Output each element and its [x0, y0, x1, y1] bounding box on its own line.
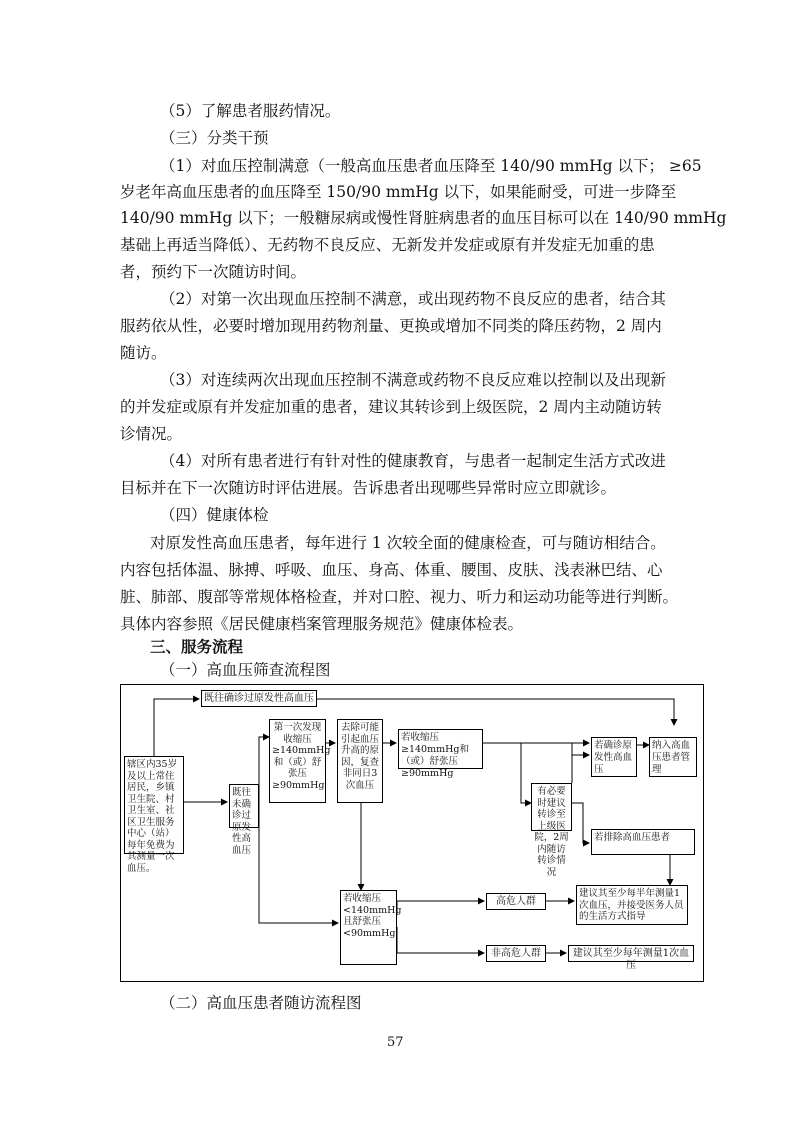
high-risk-advice-box: 建议其至少每半年测量1次血压，并接受医务人员的生活方式指导 [576, 885, 688, 925]
if-normal-box: 若收缩压<140mmHg且舒张压<90mmHg [340, 890, 397, 965]
excluded-box: 若排除高血压患者 [591, 829, 695, 855]
text-line: 基础上再适当降低）、无药物不良反应、无新发并发症或原有并发症无加重的患 [120, 236, 655, 254]
subsection-title: （二）高血压患者随访流程图 [160, 994, 362, 1012]
text-line: 的并发症或原有并发症加重的患者，建议其转诊到上级医院，2 周内主动随访转 [120, 398, 662, 416]
diagnosed-box: 既往确诊过原发性高血压 [201, 690, 317, 707]
first-high-box: 第一次发现收缩压≥140mmHg和（或）舒张压≥90mmHg [269, 719, 326, 803]
text-line: （2）对第一次出现血压控制不满意，或出现药物不良反应的患者，结合其 [160, 290, 666, 308]
screening-flowchart [120, 684, 704, 982]
text-line: 内容包括体温、脉搏、呼吸、血压、身高、体重、腰围、皮肤、浅表淋巴结、心 [120, 561, 663, 579]
text-line: （5）了解患者服药情况。 [160, 102, 341, 120]
text-line: 具体内容参照《居民健康档案管理服务规范》健康体检表。 [120, 615, 524, 633]
start-box: 辖区内35岁及以上常住居民，乡镇卫生院、村卫生室、社区卫生服务中心（站）每年免费为其测量一次血压。 [124, 756, 184, 854]
section-title: 三、服务流程 [150, 638, 244, 656]
text-line: 随访。 [120, 344, 167, 362]
non-high-risk-box: 非高危人群 [486, 945, 546, 962]
text-line: 对原发性高血压患者，每年进行 1 次较全面的健康检查，可与随访相结合。 [150, 534, 666, 552]
text-line: 者，预约下一次随访时间。 [120, 263, 307, 281]
page-number: 57 [387, 1035, 404, 1050]
text-line: 140/90 mmHg 以下；一般糖尿病或慢性肾脏病患者的血压目标可以在 140/90 mmHg [120, 209, 727, 227]
text-line: 脏、肺部、腹部等常规体格检查，并对口腔、视力、听力和运动功能等进行判断。 [120, 588, 679, 606]
text-line: 岁老年高血压患者的血压降至 150/90 mmHg 以下，如果能耐受，可进一步降至 [120, 183, 677, 201]
remove-cause-box: 去除可能引起血压升高的原因，复查非同日3次血压 [337, 719, 383, 803]
text-line: 服药依从性，必要时增加现用药物剂量、更换或增加不同类的降压药物，2 周内 [120, 317, 662, 335]
subheading: （四）健康体检 [160, 506, 269, 524]
referral-box: 有必要时建议转诊至上级医院，2周内随访转诊情况 [531, 783, 572, 831]
high-risk-box: 高危人群 [486, 893, 546, 910]
manage-box: 纳入高血压患者管理 [649, 737, 697, 777]
non-high-risk-advice-box: 建议其至少每年测量1次血压 [568, 945, 694, 962]
subsection-title: （一）高血压筛查流程图 [160, 661, 331, 679]
text-line: 目标并在下一次随访时评估进展。告诉患者出现哪些异常时应立即就诊。 [120, 479, 617, 497]
if-high-box: 若收缩压≥140mmHg和（或）舒张压≥90mmHg [398, 729, 483, 769]
text-line: 诊情况。 [120, 425, 183, 443]
confirmed-box: 若确诊原发性高血压 [591, 737, 637, 777]
text-line: （4）对所有患者进行有针对性的健康教育，与患者一起制定生活方式改进 [160, 452, 666, 470]
subheading: （三）分类干预 [160, 129, 269, 147]
text-line: （1）对血压控制满意（一般高血压患者血压降至 140/90 mmHg 以下； ≥65 [160, 157, 702, 175]
text-line: （3）对连续两次出现血压控制不满意或药物不良反应难以控制以及出现新 [160, 371, 666, 389]
not-diagnosed-box: 既往未确诊过原发性高血压 [229, 784, 259, 828]
